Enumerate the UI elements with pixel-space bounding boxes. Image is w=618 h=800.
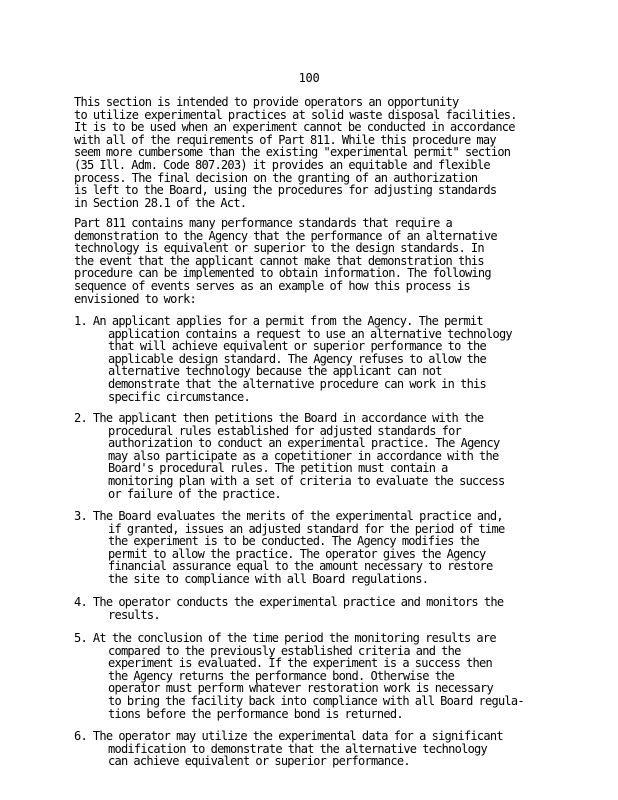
step-line: compared to the previously established criteria and the <box>108 643 461 658</box>
step-1 <box>74 315 554 403</box>
text-line: with all of the requirements of Part 811. While this procedure may <box>74 132 496 147</box>
step-line: demonstrate that the alternative procedure can work in this <box>108 376 487 391</box>
step-line: or failure of the practice. <box>108 486 281 501</box>
step-line: the site to compliance with all Board regulations. <box>108 571 429 586</box>
step-line: permit to allow the practice. The operator gives the Agency <box>108 546 486 561</box>
text-line: seem more cumbersome than the existing "experimental permit" section <box>74 145 511 160</box>
text-line: technology is equivalent or superior to the design standards. In <box>74 241 484 256</box>
part-811-paragraph <box>74 217 554 305</box>
text-line: This section is intended to provide operators an opportunity <box>74 95 459 109</box>
step-line: 3. The Board evaluates the merits of the experimental practice and, <box>74 509 503 523</box>
step-line: 4. The operator conducts the experimental practice and monitors the <box>74 595 504 609</box>
step-line: results. <box>108 607 160 622</box>
step-line: experiment is evaluated. If the experiment is a success then <box>108 656 492 671</box>
step-line: may also participate as a copetitioner in accordance with the <box>108 448 499 463</box>
step-5 <box>74 632 554 720</box>
step-line: if granted, issues an adjusted standard for the period of time <box>108 521 505 536</box>
step-line: alternative technology because the applicant can not <box>108 364 442 379</box>
step-line: operator must perform whatever restoration work is necessary <box>108 681 493 696</box>
text-line: envisioned to work: <box>74 291 197 306</box>
step-line: Board's procedural rules. The petition must contain a <box>108 461 448 476</box>
step-line: modification to demonstrate that the alternative technology <box>108 741 488 756</box>
step-6 <box>74 730 554 768</box>
step-line: 5. At the conclusion of the time period the monitoring results are <box>74 631 496 645</box>
step-line: to bring the facility back into compliance with all Board regula- <box>108 693 524 708</box>
step-3 <box>74 510 554 586</box>
text-line: sequence of events serves as an example of how this process is <box>74 278 470 293</box>
step-2 <box>74 412 554 500</box>
step-line: that will achieve equivalent or superior performance to the <box>108 339 487 354</box>
step-line: 6. The operator may utilize the experimental data for a significant <box>74 729 503 743</box>
text-line: process. The final decision on the granting of an authorization <box>74 170 478 185</box>
text-line: in Section 28.1 of the Act. <box>74 195 247 210</box>
text-line: the event that the applicant cannot make that demonstration this <box>74 253 484 268</box>
step-line: tions before the performance bond is returned. <box>108 706 403 721</box>
step-line: the Agency returns the performance bond. Otherwise the <box>108 668 455 683</box>
step-line: 1. An applicant applies for a permit from the Agency. The permit <box>74 314 483 328</box>
step-line: procedural rules established for adjusted standards for <box>108 423 462 438</box>
step-line: can achieve equivalent or superior performance. <box>108 754 410 769</box>
text-line: is left to the Board, using the procedures for adjusting standards <box>74 183 497 198</box>
text-line: procedure can be implemented to obtain information. The following <box>74 266 491 281</box>
step-line: the experiment is to be conducted. The Agency modifies the <box>108 534 480 549</box>
text-line: to utilize experimental practices at solid waste disposal facilities. <box>74 107 517 122</box>
step-line: application contains a request to use an alternative technology <box>108 326 512 341</box>
text-line: Part 811 contains many performance standards that require a <box>74 216 453 230</box>
step-line: financial assurance equal to the amount necessary to restore <box>108 559 493 574</box>
text-line: demonstration to the Agency that the performance of an alternative <box>74 228 497 243</box>
step-line: 2. The applicant then petitions the Board in accordance with the <box>74 411 484 425</box>
step-line: applicable design standard. The Agency refuses to allow the <box>108 351 487 366</box>
step-line: monitoring plan with a set of criteria to evaluate the success <box>108 473 505 488</box>
step-line: specific circumstance. <box>108 389 250 404</box>
step-line: authorization to conduct an experimental practice. The Agency <box>108 436 500 451</box>
intro-paragraph <box>74 96 554 209</box>
step-4 <box>74 596 554 621</box>
text-line: (35 Ill. Adm. Code 807.203) it provides an equitable and flexible <box>74 157 490 172</box>
page-number: 100 <box>298 71 320 85</box>
text-line: It is to be used when an experiment cannot be conducted in accordance <box>74 120 515 135</box>
